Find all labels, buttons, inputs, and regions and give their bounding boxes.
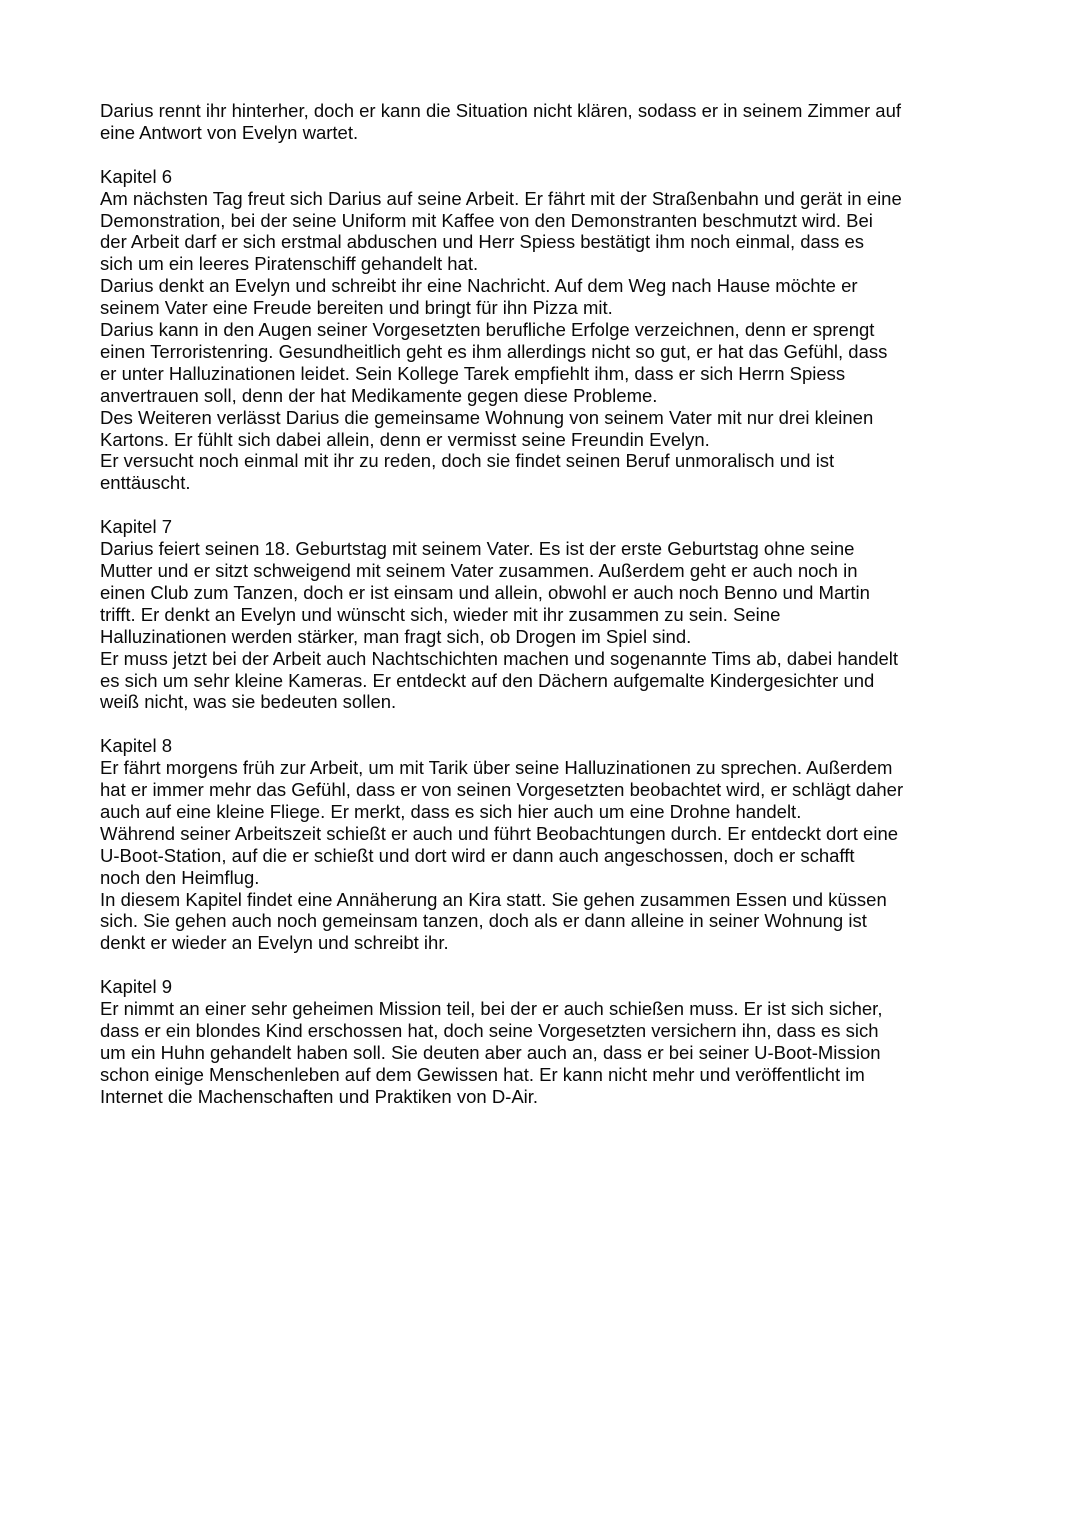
paragraph-line: dass er ein blondes Kind erschossen hat, doch seine Vorgesetzten versichern ihn, dass es sich	[100, 1020, 879, 1041]
paragraph-line: In diesem Kapitel findet eine Annäherung an Kira statt. Sie gehen zusammen Essen und küssen	[100, 888, 887, 910]
paragraph-line: es sich um sehr kleine Kameras. Er entdeckt auf den Dächern aufgemalte Kindergesichter und	[100, 669, 875, 691]
paragraph-line: noch den Heimflug.	[100, 866, 260, 888]
paragraph-line: Demonstration, bei der seine Uniform mit Kaffee von den Demonstranten beschmutzt wird. Bei	[100, 209, 873, 231]
paragraph-line: Internet die Machenschaften und Praktiken von D-Air.	[100, 1085, 539, 1107]
paragraph-line: eine Antwort von Evelyn wartet.	[100, 121, 359, 143]
paragraph-line: einen Terroristenring. Gesundheitlich geht es ihm allerdings nicht so gut, er hat das Gefühl, dass	[100, 340, 888, 362]
document-body	[100, 100, 1040, 1108]
paragraph-line: der Arbeit darf er sich erstmal abduschen und Herr Spiess bestätigt ihm noch einmal, dass es	[100, 231, 865, 253]
paragraph-line: Er versucht noch einmal mit ihr zu reden, doch sie findet seinen Beruf unmoralisch und ist	[100, 450, 835, 472]
paragraph-line: Darius rennt ihr hinterher, doch er kann die Situation nicht klären, sodass er in seinem Zimmer auf	[100, 100, 902, 121]
paragraph-line: Halluzinationen werden stärker, man fragt sich, ob Drogen im Spiel sind.	[100, 625, 692, 647]
paragraph-line: Des Weiteren verlässt Darius die gemeinsame Wohnung von seinem Vater mit nur drei kleinen	[100, 406, 874, 428]
paragraph-line: trifft. Er denkt an Evelyn und wünscht sich, wieder mit ihr zusammen zu sein. Seine	[100, 603, 781, 625]
paragraph-line: denkt er wieder an Evelyn und schreibt ihr.	[100, 932, 449, 954]
blank-line	[100, 713, 1040, 735]
paragraph-line: Während seiner Arbeitszeit schießt er auch und führt Beobachtungen durch. Er entdeckt dort eine	[100, 822, 899, 844]
paragraph-line: hat er immer mehr das Gefühl, dass er von seinen Vorgesetzten beobachtet wird, er schlägt daher	[100, 779, 904, 801]
paragraph-line: um ein Huhn gehandelt haben soll. Sie deuten aber auch an, dass er bei seiner U-Boot-Mission	[100, 1041, 881, 1063]
paragraph-line: enttäuscht.	[100, 472, 191, 494]
paragraph-line: auch auf eine kleine Fliege. Er merkt, dass es sich hier auch um eine Drohne handelt.	[100, 800, 802, 822]
chapter-heading: Kapitel 8	[100, 735, 172, 757]
chapter-heading: Kapitel 6	[100, 165, 172, 187]
paragraph-line: sich um ein leeres Piratenschiff gehandelt hat.	[100, 253, 479, 275]
blank-line	[100, 144, 1040, 166]
chapter-heading: Kapitel 9	[100, 976, 172, 998]
paragraph-line: Am nächsten Tag freut sich Darius auf seine Arbeit. Er fährt mit der Straßenbahn und gerät in eine	[100, 187, 902, 209]
paragraph-line: Er muss jetzt bei der Arbeit auch Nachtschichten machen und sogenannte Tims ab, dabei handelt	[100, 647, 899, 669]
paragraph-line: er unter Halluzinationen leidet. Sein Kollege Tarek empfiehlt ihm, dass er sich Herrn Spiess	[100, 362, 846, 384]
paragraph-line: Er nimmt an einer sehr geheimen Mission teil, bei der er auch schießen muss. Er ist sich sicher,	[100, 998, 883, 1020]
paragraph-line: seinem Vater eine Freude bereiten und bringt für ihn Pizza mit.	[100, 297, 613, 319]
paragraph-line: sich. Sie gehen auch noch gemeinsam tanzen, doch als er dann alleine in seiner Wohnung ist	[100, 910, 867, 932]
chapter-heading: Kapitel 7	[100, 516, 172, 538]
paragraph-line: schon einige Menschenleben auf dem Gewissen hat. Er kann nicht mehr und veröffentlicht im	[100, 1063, 865, 1085]
paragraph-line: Mutter und er sitzt schweigend mit seinem Vater zusammen. Außerdem geht er auch noch in	[100, 560, 858, 581]
paragraph-line: U-Boot-Station, auf die er schießt und dort wird er dann auch angeschossen, doch er schafft	[100, 844, 855, 866]
paragraph-line: weiß nicht, was sie bedeuten sollen.	[100, 691, 397, 713]
paragraph-line: anvertrauen soll, denn der hat Medikamente gegen diese Probleme.	[100, 384, 658, 406]
blank-line	[100, 494, 1040, 516]
paragraph-line: Darius denkt an Evelyn und schreibt ihr eine Nachricht. Auf dem Weg nach Hause möchte er	[100, 275, 858, 297]
paragraph-line: Darius feiert seinen 18. Geburtstag mit seinem Vater. Es ist der erste Geburtstag ohne seine	[100, 538, 855, 560]
blank-line	[100, 954, 1040, 976]
paragraph-line: Er fährt morgens früh zur Arbeit, um mit Tarik über seine Halluzinationen zu sprechen. Außerdem	[100, 757, 893, 779]
paragraph-line: einen Club zum Tanzen, doch er ist einsam und allein, obwohl er auch noch Benno und Martin	[100, 581, 870, 603]
paragraph-line: Darius kann in den Augen seiner Vorgesetzten berufliche Erfolge verzeichnen, denn er sprengt	[100, 319, 875, 341]
paragraph-line: Kartons. Er fühlt sich dabei allein, denn er vermisst seine Freundin Evelyn.	[100, 428, 710, 450]
